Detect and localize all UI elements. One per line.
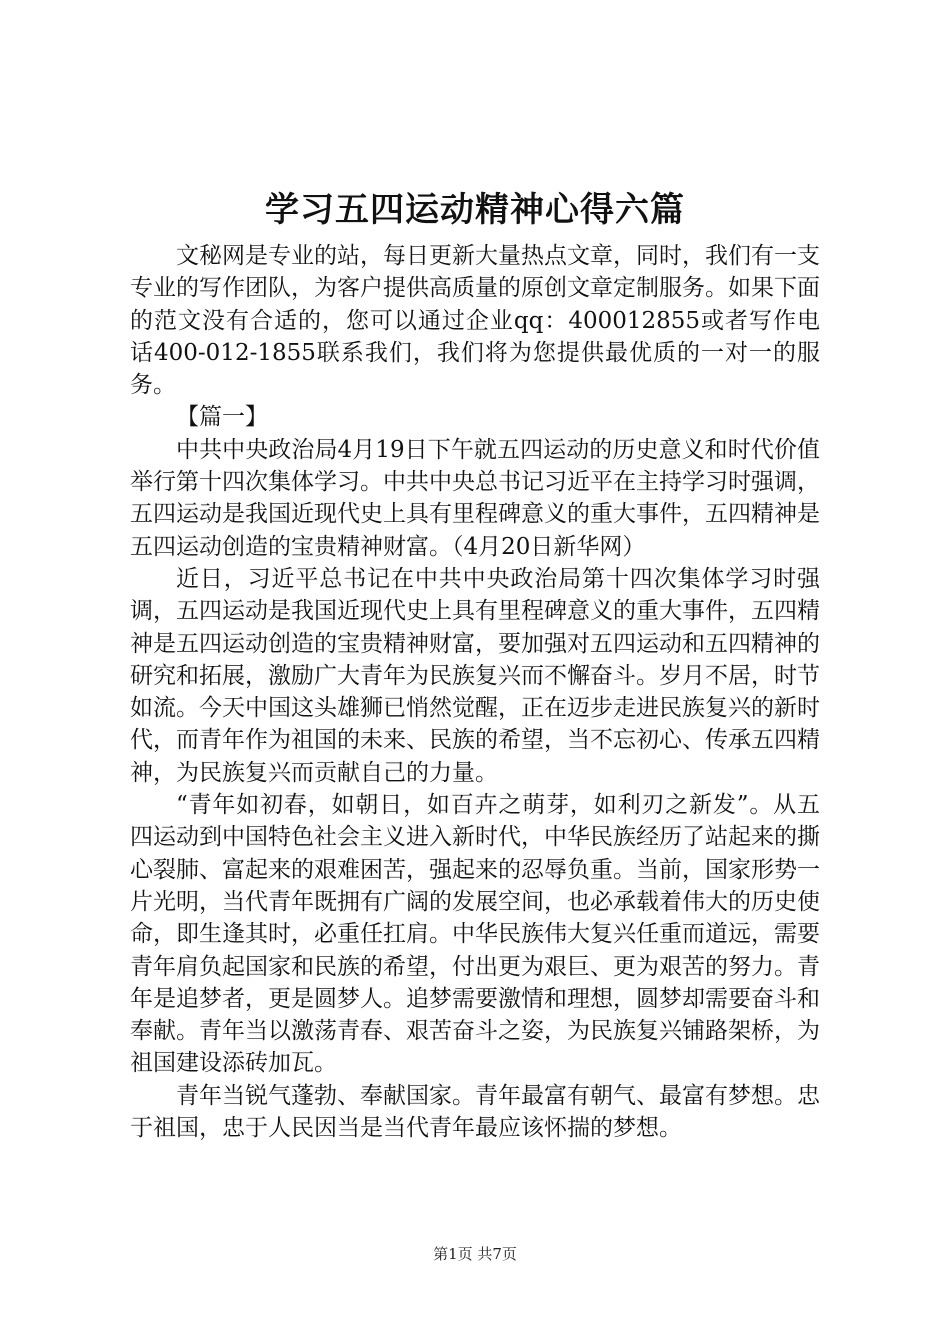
intro-paragraph: 文秘网是专业的站，每日更新大量热点文章，同时，我们有一支专业的写作团队，为客户提供高质量的原创文章定制服务。如果下面的范文没有合适的，您可以通过企业qq：400012855或者写作电话400-012-1855联系我们，我们将为您提供最优质的一对一的服务。: [130, 243, 820, 399]
section-heading: 【篇一】: [176, 404, 268, 431]
body-paragraph: 中共中央政治局4月19日下午就五四运动的历史意义和时代价值举行第十四次集体学习。中共中央总书记习近平在主持学习时强调，五四运动是我国近现代史上具有里程碑意义的重大事件，五四精神是五四运动创造的宝贵精神财富。（4月20日新华网）: [130, 436, 820, 560]
body-paragraph: “青年如初春，如朝日，如百卉之萌芽，如利刃之新发”。从五四运动到中国特色社会主义进入新时代，中华民族经历了站起来的撕心裂肺、富起来的艰难困苦，强起来的忍辱负重。当前，国家形势一片光明，当代青年既拥有广阔的发展空间，也必承载着伟大的历史使命，即生逢其时，必重任扛肩。中华民族伟大复兴任重而道远，需要青年肩负起国家和民族的希望，付出更为艰巨、更为艰苦的努力。青年是追梦者，更是圆梦人。追梦需要激情和理想，圆梦却需要奋斗和奉献。青年当以激荡青春、艰苦奋斗之姿，为民族复兴铺路架桥，为祖国建设添砖加瓦。: [130, 792, 820, 1077]
body-paragraph: 青年当锐气蓬勃、奉献国家。青年最富有朝气、最富有梦想。忠于祖国，忠于人民因当是当代青年最应该怀揣的梦想。: [130, 1082, 820, 1142]
page-footer: 第1页 共7页: [433, 1245, 517, 1263]
document-body: [130, 240, 820, 1144]
document-title: 学习五四运动精神心得六篇: [265, 190, 685, 230]
body-paragraph: 近日，习近平总书记在中共中央政治局第十四次集体学习时强调，五四运动是我国近现代史上具有里程碑意义的重大事件，五四精神是五四运动创造的宝贵精神财富，要加强对五四运动和五四精神的研究和拓展，激励广大青年为民族复兴而不懈奋斗。岁月不居，时节如流。今天中国这头雄狮已悄然觉醒，正在迈步走进民族复兴的新时代，而青年作为祖国的未来、民族的希望，当不忘初心、传承五四精神，为民族复兴而贡献自己的力量。: [130, 565, 820, 786]
